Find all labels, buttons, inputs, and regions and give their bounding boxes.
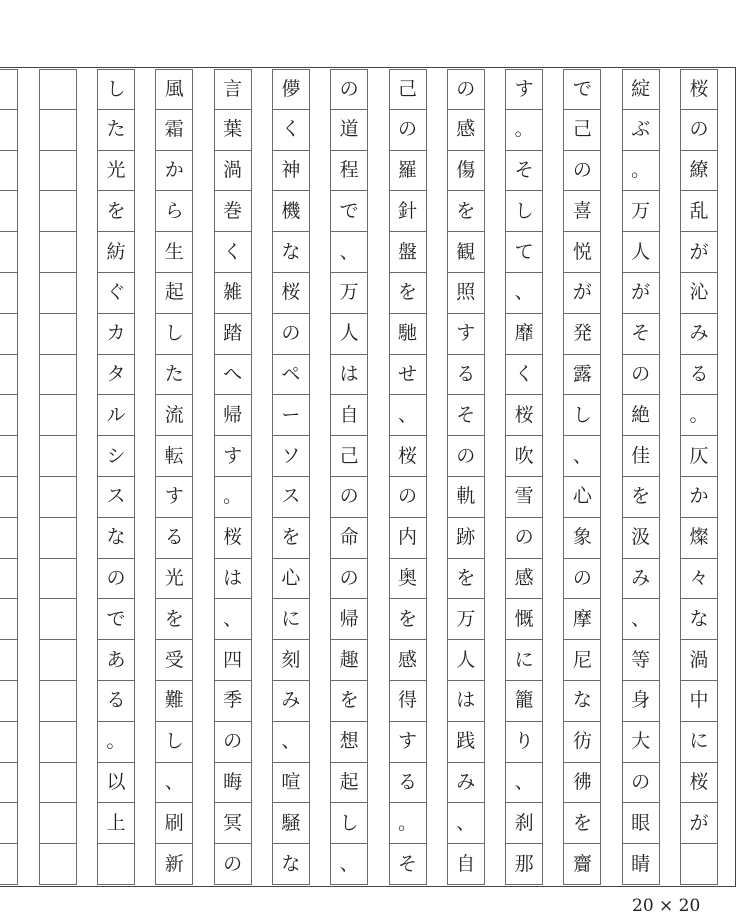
grid-cell bbox=[0, 355, 18, 396]
grid-cell: 象 bbox=[563, 518, 601, 559]
grid-cell: 流 bbox=[155, 395, 193, 436]
grid-cell: ソ bbox=[272, 436, 310, 477]
grid-cell: 自 bbox=[447, 844, 485, 885]
grid-cell: 。 bbox=[680, 395, 718, 436]
grid-cell: 生 bbox=[155, 232, 193, 273]
grid-cell: を bbox=[330, 681, 368, 722]
grid-cell: 想 bbox=[330, 722, 368, 763]
grid-cell bbox=[0, 395, 18, 436]
grid-cell: 刹 bbox=[505, 803, 543, 844]
grid-cell: 靡 bbox=[505, 314, 543, 355]
grid-cell: に bbox=[680, 722, 718, 763]
grid-cell: し bbox=[330, 803, 368, 844]
grid-cell bbox=[0, 273, 18, 314]
grid-cell: で bbox=[97, 599, 135, 640]
grid-cell: に bbox=[272, 599, 310, 640]
grid-cell: の bbox=[447, 436, 485, 477]
manuscript-column bbox=[39, 69, 77, 885]
grid-cell: 睛 bbox=[622, 844, 660, 885]
grid-cell: 起 bbox=[155, 273, 193, 314]
grid-cell: 中 bbox=[680, 681, 718, 722]
grid-cell bbox=[39, 355, 77, 396]
grid-cell: 身 bbox=[622, 681, 660, 722]
grid-cell: 感 bbox=[447, 110, 485, 151]
grid-cell: 綻 bbox=[622, 69, 660, 110]
grid-cell bbox=[39, 395, 77, 436]
grid-cell: 繚 bbox=[680, 151, 718, 192]
grid-cell: 喧 bbox=[272, 763, 310, 804]
grid-cell: み bbox=[622, 559, 660, 600]
grid-cell: 、 bbox=[155, 763, 193, 804]
grid-cell bbox=[39, 681, 77, 722]
grid-cell: 命 bbox=[330, 518, 368, 559]
grid-cell: 万 bbox=[622, 191, 660, 232]
grid-cell bbox=[0, 477, 18, 518]
grid-cell: を bbox=[389, 599, 427, 640]
grid-cell bbox=[39, 722, 77, 763]
grid-cell: が bbox=[563, 273, 601, 314]
grid-cell: を bbox=[447, 559, 485, 600]
grid-cell: 発 bbox=[563, 314, 601, 355]
grid-cell: は bbox=[447, 681, 485, 722]
grid-cell bbox=[39, 314, 77, 355]
grid-cell: タ bbox=[97, 355, 135, 396]
grid-cell: る bbox=[155, 518, 193, 559]
grid-cell: の bbox=[563, 559, 601, 600]
grid-cell: そ bbox=[389, 844, 427, 885]
grid-cell bbox=[0, 559, 18, 600]
grid-cell: 巻 bbox=[214, 191, 252, 232]
grid-cell: 、 bbox=[622, 599, 660, 640]
grid-cell: か bbox=[155, 151, 193, 192]
manuscript-column bbox=[97, 69, 135, 885]
grid-cell bbox=[0, 436, 18, 477]
grid-cell: 乱 bbox=[680, 191, 718, 232]
grid-cell: 観 bbox=[447, 232, 485, 273]
manuscript-column bbox=[389, 69, 427, 885]
grid-cell: す bbox=[505, 69, 543, 110]
grid-cell: 騒 bbox=[272, 803, 310, 844]
grid-cell: 汲 bbox=[622, 518, 660, 559]
grid-cell: 渦 bbox=[680, 640, 718, 681]
grid-cell bbox=[0, 314, 18, 355]
grid-cell: 帰 bbox=[330, 599, 368, 640]
grid-cell: 己 bbox=[389, 69, 427, 110]
grid-cell: 桜 bbox=[680, 69, 718, 110]
grid-cell: 、 bbox=[447, 803, 485, 844]
manuscript-column bbox=[155, 69, 193, 885]
grid-cell: 、 bbox=[389, 395, 427, 436]
grid-cell: 等 bbox=[622, 640, 660, 681]
grid-cell: 桜 bbox=[214, 518, 252, 559]
grid-cell: 以 bbox=[97, 763, 135, 804]
grid-cell bbox=[0, 191, 18, 232]
grid-cell: 桜 bbox=[389, 436, 427, 477]
grid-cell: し bbox=[155, 722, 193, 763]
grid-cell bbox=[0, 763, 18, 804]
grid-cell: 感 bbox=[389, 640, 427, 681]
grid-cell: 盤 bbox=[389, 232, 427, 273]
grid-cell bbox=[39, 599, 77, 640]
grid-cell: 眼 bbox=[622, 803, 660, 844]
grid-cell: 那 bbox=[505, 844, 543, 885]
grid-cell: の bbox=[622, 763, 660, 804]
grid-cell: し bbox=[97, 69, 135, 110]
manuscript-column bbox=[622, 69, 660, 885]
grid-cell: 雪 bbox=[505, 477, 543, 518]
grid-cell: し bbox=[505, 191, 543, 232]
grid-cell: 人 bbox=[622, 232, 660, 273]
grid-cell bbox=[0, 232, 18, 273]
grid-cell bbox=[0, 640, 18, 681]
grid-cell bbox=[39, 844, 77, 885]
grid-cell: で bbox=[330, 191, 368, 232]
grid-cell: 季 bbox=[214, 681, 252, 722]
grid-cell: の bbox=[272, 314, 310, 355]
grid-cell: 沁 bbox=[680, 273, 718, 314]
grid-cell bbox=[39, 191, 77, 232]
manuscript-column bbox=[680, 69, 718, 885]
grid-cell: 籠 bbox=[505, 681, 543, 722]
sheet-top-border bbox=[0, 67, 736, 68]
grid-cell: り bbox=[505, 722, 543, 763]
grid-cell bbox=[97, 844, 135, 885]
manuscript-column bbox=[0, 69, 18, 885]
manuscript-sheet bbox=[0, 67, 736, 889]
grid-cell bbox=[39, 518, 77, 559]
grid-cell bbox=[39, 640, 77, 681]
grid-cell: 桜 bbox=[680, 763, 718, 804]
grid-cell: 心 bbox=[563, 477, 601, 518]
grid-cell: ぶ bbox=[622, 110, 660, 151]
grid-cell: す bbox=[155, 477, 193, 518]
grid-cell: 、 bbox=[272, 722, 310, 763]
grid-cell: 紡 bbox=[97, 232, 135, 273]
grid-cell: 万 bbox=[447, 599, 485, 640]
grid-cell: を bbox=[155, 599, 193, 640]
grid-cell: 人 bbox=[447, 640, 485, 681]
grid-cell: ペ bbox=[272, 355, 310, 396]
grid-cell: が bbox=[680, 803, 718, 844]
grid-cell: 己 bbox=[330, 436, 368, 477]
grid-cell: 、 bbox=[214, 599, 252, 640]
grid-cell bbox=[39, 232, 77, 273]
grid-cell: な bbox=[272, 232, 310, 273]
grid-cell: 羅 bbox=[389, 151, 427, 192]
grid-cell bbox=[0, 151, 18, 192]
grid-cell bbox=[39, 151, 77, 192]
grid-cell: 佳 bbox=[622, 436, 660, 477]
grid-cell: な bbox=[563, 681, 601, 722]
grid-cell: 転 bbox=[155, 436, 193, 477]
grid-cell: 、 bbox=[505, 763, 543, 804]
grid-cell: の bbox=[97, 559, 135, 600]
manuscript-column bbox=[505, 69, 543, 885]
grid-cell: 照 bbox=[447, 273, 485, 314]
grid-cell: の bbox=[214, 722, 252, 763]
grid-cell: た bbox=[97, 110, 135, 151]
grid-cell: 光 bbox=[155, 559, 193, 600]
grid-cell: 難 bbox=[155, 681, 193, 722]
grid-cell bbox=[0, 844, 18, 885]
grid-cell: 摩 bbox=[563, 599, 601, 640]
grid-cell: ル bbox=[97, 395, 135, 436]
grid-cell: そ bbox=[622, 314, 660, 355]
grid-cell: を bbox=[97, 191, 135, 232]
grid-cell: み bbox=[447, 763, 485, 804]
grid-cell: す bbox=[447, 314, 485, 355]
grid-cell bbox=[39, 477, 77, 518]
grid-cell: 々 bbox=[680, 559, 718, 600]
grid-cell: の bbox=[447, 69, 485, 110]
grid-cell: に bbox=[505, 640, 543, 681]
grid-cell: 慨 bbox=[505, 599, 543, 640]
grid-cell: 尼 bbox=[563, 640, 601, 681]
grid-cell: の bbox=[330, 559, 368, 600]
grid-cell: を bbox=[389, 273, 427, 314]
grid-cell: 跡 bbox=[447, 518, 485, 559]
grid-cell: を bbox=[563, 803, 601, 844]
grid-cell: の bbox=[563, 151, 601, 192]
grid-cell bbox=[39, 69, 77, 110]
grid-cell: 葉 bbox=[214, 110, 252, 151]
grid-cell bbox=[39, 803, 77, 844]
grid-cell bbox=[39, 273, 77, 314]
grid-cell: 四 bbox=[214, 640, 252, 681]
grid-cell: 彷 bbox=[563, 722, 601, 763]
grid-cell: 新 bbox=[155, 844, 193, 885]
grid-cell: 刷 bbox=[155, 803, 193, 844]
grid-cell: の bbox=[330, 69, 368, 110]
grid-cell: 傷 bbox=[447, 151, 485, 192]
grid-cell bbox=[39, 436, 77, 477]
grid-cell: な bbox=[272, 844, 310, 885]
grid-cell: 己 bbox=[563, 110, 601, 151]
grid-cell: す bbox=[214, 436, 252, 477]
grid-cell: る bbox=[97, 681, 135, 722]
grid-cell: 程 bbox=[330, 151, 368, 192]
grid-cell bbox=[39, 110, 77, 151]
grid-cell bbox=[39, 763, 77, 804]
grid-cell: そ bbox=[505, 151, 543, 192]
grid-cell: ス bbox=[97, 477, 135, 518]
grid-cell: 道 bbox=[330, 110, 368, 151]
grid-cell bbox=[0, 518, 18, 559]
grid-cell: ス bbox=[272, 477, 310, 518]
grid-cell: へ bbox=[214, 355, 252, 396]
grid-cell: 、 bbox=[330, 232, 368, 273]
grid-cell: シ bbox=[97, 436, 135, 477]
grid-cell: 露 bbox=[563, 355, 601, 396]
grid-cell bbox=[0, 599, 18, 640]
grid-cell: 儚 bbox=[272, 69, 310, 110]
grid-cell bbox=[0, 803, 18, 844]
grid-cell: 軌 bbox=[447, 477, 485, 518]
grid-cell: 万 bbox=[330, 273, 368, 314]
grid-cell: し bbox=[563, 395, 601, 436]
grid-cell: を bbox=[447, 191, 485, 232]
grid-cell: 言 bbox=[214, 69, 252, 110]
grid-cell: 。 bbox=[505, 110, 543, 151]
sheet-right-border bbox=[735, 67, 736, 887]
grid-cell: る bbox=[680, 355, 718, 396]
grid-cell: 桜 bbox=[272, 273, 310, 314]
grid-cell: 風 bbox=[155, 69, 193, 110]
grid-cell: な bbox=[680, 599, 718, 640]
grid-cell: 、 bbox=[563, 436, 601, 477]
grid-cell: 刻 bbox=[272, 640, 310, 681]
grid-cell bbox=[680, 844, 718, 885]
grid-cell: 趣 bbox=[330, 640, 368, 681]
grid-cell: 霜 bbox=[155, 110, 193, 151]
grid-cell: せ bbox=[389, 355, 427, 396]
grid-cell: す bbox=[389, 722, 427, 763]
grid-cell bbox=[0, 681, 18, 722]
grid-cell: 起 bbox=[330, 763, 368, 804]
grid-cell: 受 bbox=[155, 640, 193, 681]
grid-cell: る bbox=[447, 355, 485, 396]
grid-cell: の bbox=[622, 355, 660, 396]
grid-cell: 神 bbox=[272, 151, 310, 192]
grid-cell: て bbox=[505, 232, 543, 273]
manuscript-column bbox=[447, 69, 485, 885]
grid-cell: 帰 bbox=[214, 395, 252, 436]
grid-cell: 仄 bbox=[680, 436, 718, 477]
grid-cell: く bbox=[505, 355, 543, 396]
manuscript-column bbox=[330, 69, 368, 885]
grid-cell: 。 bbox=[214, 477, 252, 518]
grid-cell: カ bbox=[97, 314, 135, 355]
grid-cell: か bbox=[680, 477, 718, 518]
grid-cell: た bbox=[155, 355, 193, 396]
grid-cell: あ bbox=[97, 640, 135, 681]
grid-cell: 人 bbox=[330, 314, 368, 355]
grid-cell: み bbox=[680, 314, 718, 355]
grid-cell: く bbox=[272, 110, 310, 151]
grid-cell: 彿 bbox=[563, 763, 601, 804]
grid-cell: 吹 bbox=[505, 436, 543, 477]
grid-cell: ー bbox=[272, 395, 310, 436]
grid-cell: 針 bbox=[389, 191, 427, 232]
grid-cell: そ bbox=[447, 395, 485, 436]
grid-cell: 齎 bbox=[563, 844, 601, 885]
grid-cell: 雑 bbox=[214, 273, 252, 314]
grid-cell: 大 bbox=[622, 722, 660, 763]
sheet-bottom-border bbox=[0, 886, 736, 887]
grid-cell: の bbox=[330, 477, 368, 518]
grid-cell bbox=[0, 69, 18, 110]
grid-cell: で bbox=[563, 69, 601, 110]
grid-cell: 冥 bbox=[214, 803, 252, 844]
grid-cell: は bbox=[330, 355, 368, 396]
grid-cell: 奥 bbox=[389, 559, 427, 600]
grid-cell: 心 bbox=[272, 559, 310, 600]
grid-cell: 。 bbox=[622, 151, 660, 192]
grid-cell: を bbox=[272, 518, 310, 559]
grid-cell: 自 bbox=[330, 395, 368, 436]
grid-cell: 喜 bbox=[563, 191, 601, 232]
grid-cell: 悦 bbox=[563, 232, 601, 273]
grid-cell: が bbox=[680, 232, 718, 273]
grid-cell: ら bbox=[155, 191, 193, 232]
grid-cell bbox=[0, 110, 18, 151]
grid-cell bbox=[39, 559, 77, 600]
grid-cell: 燦 bbox=[680, 518, 718, 559]
grid-cell: 。 bbox=[389, 803, 427, 844]
grid-cell: は bbox=[214, 559, 252, 600]
grid-cell: の bbox=[389, 477, 427, 518]
grid-cell: 得 bbox=[389, 681, 427, 722]
grid-cell: 践 bbox=[447, 722, 485, 763]
grid-cell: み bbox=[272, 681, 310, 722]
grid-cell: の bbox=[505, 518, 543, 559]
grid-cell: 晦 bbox=[214, 763, 252, 804]
grid-cell: 桜 bbox=[505, 395, 543, 436]
grid-size-label: 20 × 20 bbox=[632, 896, 701, 916]
grid-cell: 踏 bbox=[214, 314, 252, 355]
grid-cell: 光 bbox=[97, 151, 135, 192]
manuscript-column bbox=[563, 69, 601, 885]
grid-cell bbox=[0, 722, 18, 763]
grid-cell: が bbox=[622, 273, 660, 314]
grid-cell: 上 bbox=[97, 803, 135, 844]
grid-cell: 馳 bbox=[389, 314, 427, 355]
grid-cell: 、 bbox=[330, 844, 368, 885]
grid-cell: 、 bbox=[505, 273, 543, 314]
grid-cell: を bbox=[622, 477, 660, 518]
grid-cell: の bbox=[680, 110, 718, 151]
grid-cell: 機 bbox=[272, 191, 310, 232]
grid-cell: ぐ bbox=[97, 273, 135, 314]
grid-cell: 絶 bbox=[622, 395, 660, 436]
grid-cell: 感 bbox=[505, 559, 543, 600]
grid-cell: く bbox=[214, 232, 252, 273]
grid-cell: 渦 bbox=[214, 151, 252, 192]
grid-cell: 。 bbox=[97, 722, 135, 763]
grid-cell: し bbox=[155, 314, 193, 355]
grid-cell: の bbox=[214, 844, 252, 885]
grid-cell: る bbox=[389, 763, 427, 804]
grid-cell: の bbox=[389, 110, 427, 151]
manuscript-column bbox=[272, 69, 310, 885]
grid-cell: な bbox=[97, 518, 135, 559]
manuscript-column bbox=[214, 69, 252, 885]
grid-cell: 内 bbox=[389, 518, 427, 559]
